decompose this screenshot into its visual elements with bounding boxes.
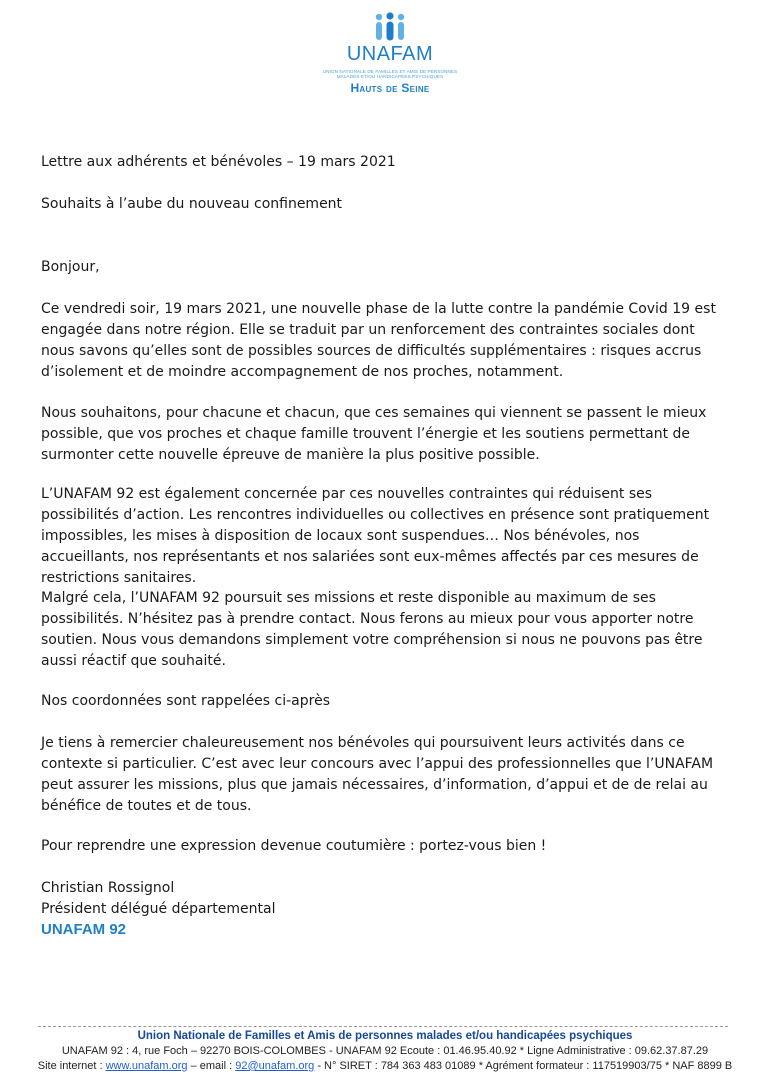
email-link[interactable]: 92@unafam.org (235, 1060, 315, 1072)
letter-greeting: Bonjour, (41, 259, 100, 275)
paragraph: Nos coordonnées sont rappelées ci-après (41, 693, 331, 709)
paragraph: Ce vendredi soir, 19 mars 2021, une nouvelle phase de la lutte contre la pandémie Covid 19 est engagée dans notre région. Elle se traduit par un renforcement des contraintes sociales dont nous savons qu’elles sont de possibles sources de difficultés supplémentaires : risques accrus d’isolement et de moindre accompagnement de nos proches, notamment. (41, 301, 716, 380)
website-label: Site internet : (37, 1060, 106, 1072)
logo-wordmark: UNAFAM (346, 43, 434, 65)
website-link[interactable]: www.unafam.org (105, 1060, 188, 1072)
logo-subtitle: UNION NATIONALE DE FAMILLES ET AMIS DE PERSONNES MALADES ET/OU HANDICAPÉES PSYCHIQUES (322, 69, 458, 80)
footer-address-phones: UNAFAM 92 : 4, rue Foch – 92270 BOIS-COLOMBES - UNAFAM 92 Ecoute : 01.46.95.40.92 * Ligne Administrative : 09.62.37.87.29 (61, 1045, 709, 1057)
letter-title: Lettre aux adhérents et bénévoles – 19 mars 2021 (41, 154, 396, 170)
footer-divider (38, 1026, 728, 1027)
family-figures-icon (371, 12, 409, 42)
footer-contact-line (30, 1060, 740, 1072)
signature-role: Président délégué départemental (41, 901, 276, 917)
signature-name: Christian Rossignol (41, 880, 175, 896)
paragraph: Malgré cela, l’UNAFAM 92 poursuit ses missions et reste disponible au maximum de ses possibilités. N’hésitez pas à prendre contact. Nous ferons au mieux pour vous apporter notre soutien. Nous vous demandons simplement votre compréhension si nous ne pouvons pas être aussi réactif que souhaité. (41, 590, 703, 669)
footer-organization-name: Union Nationale de Familles et Amis de personnes malades et/ou handicapées psychiques (137, 1030, 633, 1042)
letter-subject: Souhaits à l’aube du nouveau confinement (41, 196, 343, 212)
paragraph: L’UNAFAM 92 est également concernée par ces nouvelles contraintes qui réduisent ses possibilités d’action. Les rencontres individuelles ou collectives en présence sont pratiquement impossibles, les mises à disposition de locaux sont suspendues… Nos bénévoles, nos accueillants, nos représentants et nos salariées sont eux-mêmes affectés par ces mesures de restrictions sanitaires. (41, 486, 710, 586)
paragraph: Je tiens à remercier chaleureusement nos bénévoles qui poursuivent leurs activités dans ce contexte si particulier. C’est avec leur concours avec l’appui des professionnelles que l’UNAFAM peut assurer les missions, plus que jamais nécessaires, d’information, d’appui et de de relai au bénéfice de toutes et de tous. (41, 735, 714, 814)
email-label: – email : (187, 1060, 236, 1072)
logo-department: Hauts de Seine (350, 81, 430, 96)
signature-organization: UNAFAM 92 (41, 921, 127, 938)
paragraph: Nous souhaitons, pour chacune et chacun, que ces semaines qui viennent se passent le mieux possible, que vos proches et chaque famille trouvent l’énergie et les soutiens permettant de surmonter cette nouvelle épreuve de manière la plus positive possible. (41, 405, 707, 463)
unafam-logo (300, 12, 480, 102)
siret-info: - N° SIRET : 784 363 483 01089 * Agrément formateur : 117519903/75 * NAF 8899 B (314, 1060, 733, 1072)
paragraph: Pour reprendre une expression devenue coutumière : portez-vous bien ! (41, 838, 547, 854)
